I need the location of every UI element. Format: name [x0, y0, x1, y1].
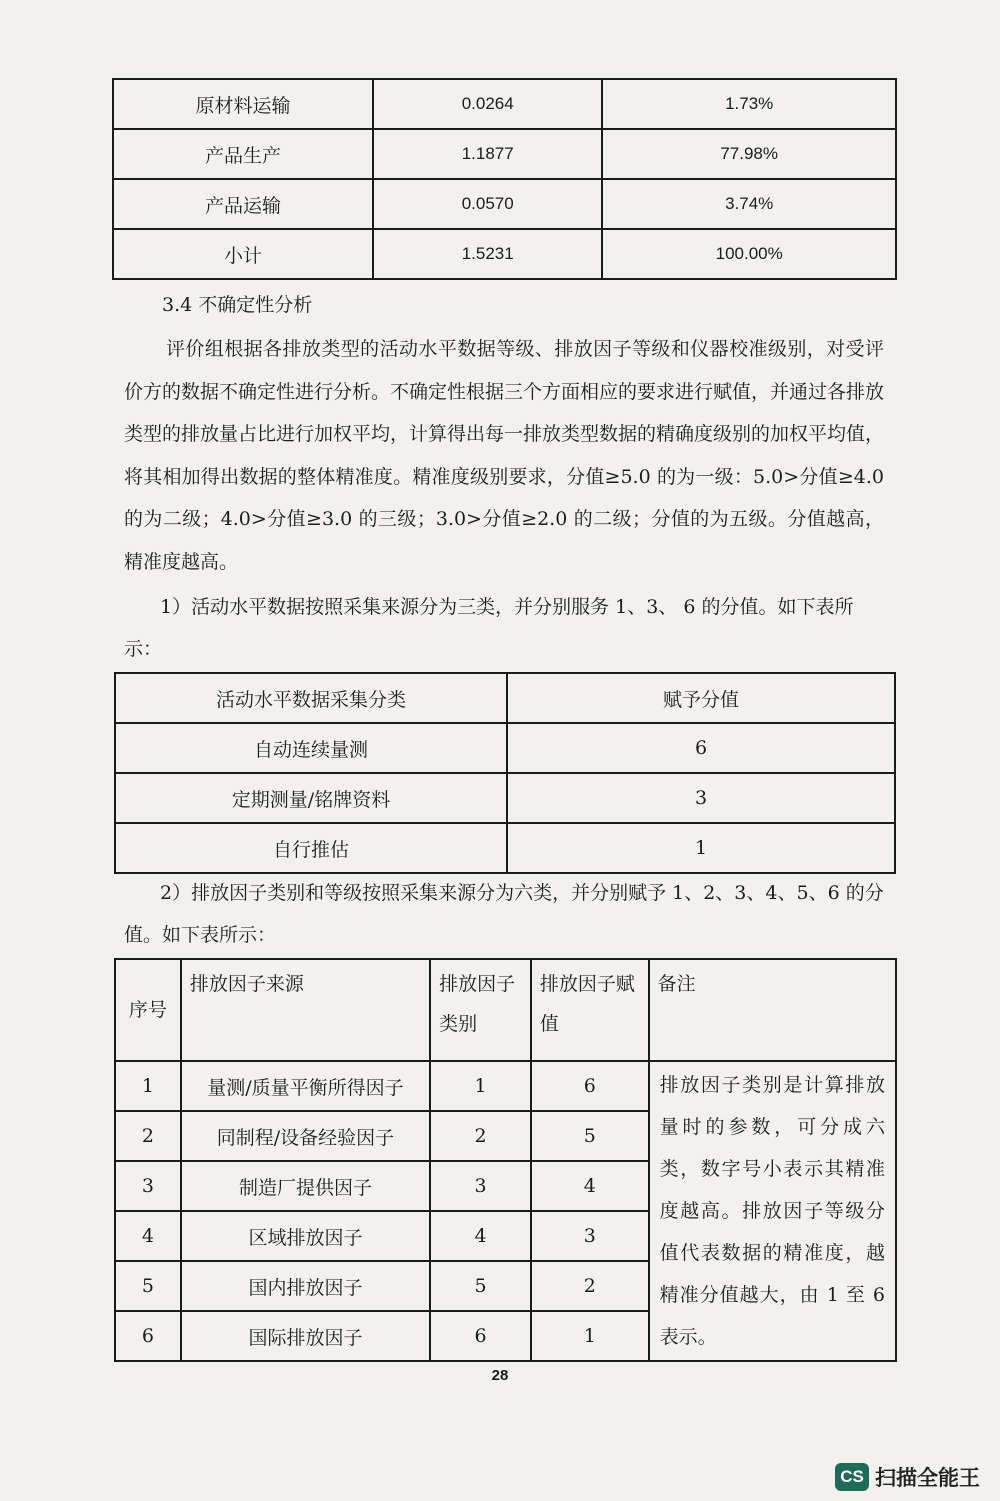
table-cell-item: 小计: [113, 229, 373, 279]
section-paragraph: 评价组根据各排放类型的活动水平数据等级、排放因子等级和仪器校准级别，对受评价方的数据不确定性进行分析。不确定性根据三个方面相应的要求进行赋值，并通过各排放类型的排放量占比进行加权平均，计算得出每一排放类型数据的精确度级别的加权平均值，将其相加得出数据的整体精准度。精准度级别要求，分值≥5.0 的为一级：5.0>分值≥4.0 的为二级；4.0>分值≥3.0 的三级；3.0>分值≥2.0 的二级；分值的为五级。分值越高，精准度越高。: [124, 338, 885, 573]
table-cell-note: 排放因子类别是计算排放量时的参数，可分成六类，数字号小表示其精准度越高。排放因子等级分值代表数据的精准度，越精准分值越大，由 1 至 6 表示。: [649, 1061, 896, 1361]
table-cell-value: 2: [531, 1261, 649, 1311]
emission-factor-paragraph: 2）排放因子类别和等级按照采集来源分为六类，并分别赋予 1、2、3、4、5、6 的分值。如下表所示：: [124, 882, 884, 946]
table-cell-category: 5: [430, 1261, 531, 1311]
table-cell-category: 2: [430, 1111, 531, 1161]
table-cell-value: 1.1877: [373, 129, 602, 179]
activity-data-table: [114, 672, 896, 874]
table-cell-score: 3: [507, 773, 895, 823]
table-header-category: 活动水平数据采集分类: [115, 673, 507, 723]
table-cell-value: 4: [531, 1161, 649, 1211]
table-cell-category: 4: [430, 1211, 531, 1261]
table-row: [113, 79, 896, 129]
table-cell-seq: 4: [115, 1211, 181, 1261]
table-cell-item: 原材料运输: [113, 79, 373, 129]
table-cell-value: 0.0570: [373, 179, 602, 229]
table-cell-value: 0.0264: [373, 79, 602, 129]
table-cell-score: 6: [507, 723, 895, 773]
table-cell-percent: 77.98%: [602, 129, 896, 179]
activity-data-paragraph: 1）活动水平数据按照采集来源分为三类，并分别服务 1、3、 6 的分值。如下表所示：: [124, 596, 854, 660]
table-cell-category: 1: [430, 1061, 531, 1111]
table-cell-value: 5: [531, 1111, 649, 1161]
table-cell-percent: 3.74%: [602, 179, 896, 229]
emission-factor-table: [114, 958, 897, 1362]
table-cell-source: 制造厂提供因子: [181, 1161, 430, 1211]
table-cell-percent: 100.00%: [602, 229, 896, 279]
table-cell-item: 产品运输: [113, 179, 373, 229]
table-cell-seq: 5: [115, 1261, 181, 1311]
watermark-text: 扫描全能王: [875, 1466, 980, 1490]
table-row: [113, 129, 896, 179]
table-header-score: 赋予分值: [507, 673, 895, 723]
table-header-category: 排放因子类别: [430, 959, 531, 1061]
table-cell-value: 1: [531, 1311, 649, 1361]
emission-breakdown-table: [112, 78, 897, 280]
table-cell-source: 区域排放因子: [181, 1211, 430, 1261]
table-row: [115, 723, 895, 773]
table-cell-value: 3: [531, 1211, 649, 1261]
table-cell-category: 自动连续量测: [115, 723, 507, 773]
table-row: [115, 823, 895, 873]
table-header-source: 排放因子来源: [181, 959, 430, 1061]
table-cell-value: 6: [531, 1061, 649, 1111]
table-cell-value: 1.5231: [373, 229, 602, 279]
table-row: [115, 773, 895, 823]
table-cell-percent: 1.73%: [602, 79, 896, 129]
table-header-note: 备注: [649, 959, 896, 1061]
page-number: 28: [491, 1367, 509, 1384]
table-cell-category: 自行推估: [115, 823, 507, 873]
table-cell-source: 同制程/设备经验因子: [181, 1111, 430, 1161]
table-cell-category: 定期测量/铭牌资料: [115, 773, 507, 823]
table-cell-score: 1: [507, 823, 895, 873]
table-row: [115, 1061, 896, 1111]
table-cell-seq: 2: [115, 1111, 181, 1161]
table-header-row: [115, 673, 895, 723]
table-cell-source: 国际排放因子: [181, 1311, 430, 1361]
section-heading: 3.4 不确定性分析: [162, 294, 313, 316]
table-cell-source: 国内排放因子: [181, 1261, 430, 1311]
table-header-seq: 序号: [115, 959, 181, 1061]
table-cell-category: 6: [430, 1311, 531, 1361]
table-row: [113, 179, 896, 229]
scanner-watermark: [835, 1462, 980, 1492]
table-cell-seq: 6: [115, 1311, 181, 1361]
table-cell-seq: 1: [115, 1061, 181, 1111]
table-header-row: [115, 959, 896, 1061]
table-cell-category: 3: [430, 1161, 531, 1211]
table-cell-source: 量测/质量平衡所得因子: [181, 1061, 430, 1111]
table-cell-seq: 3: [115, 1161, 181, 1211]
table-header-value: 排放因子赋值: [531, 959, 649, 1061]
table-row: [113, 229, 896, 279]
camscanner-logo-icon: CS: [835, 1463, 869, 1491]
table-cell-item: 产品生产: [113, 129, 373, 179]
